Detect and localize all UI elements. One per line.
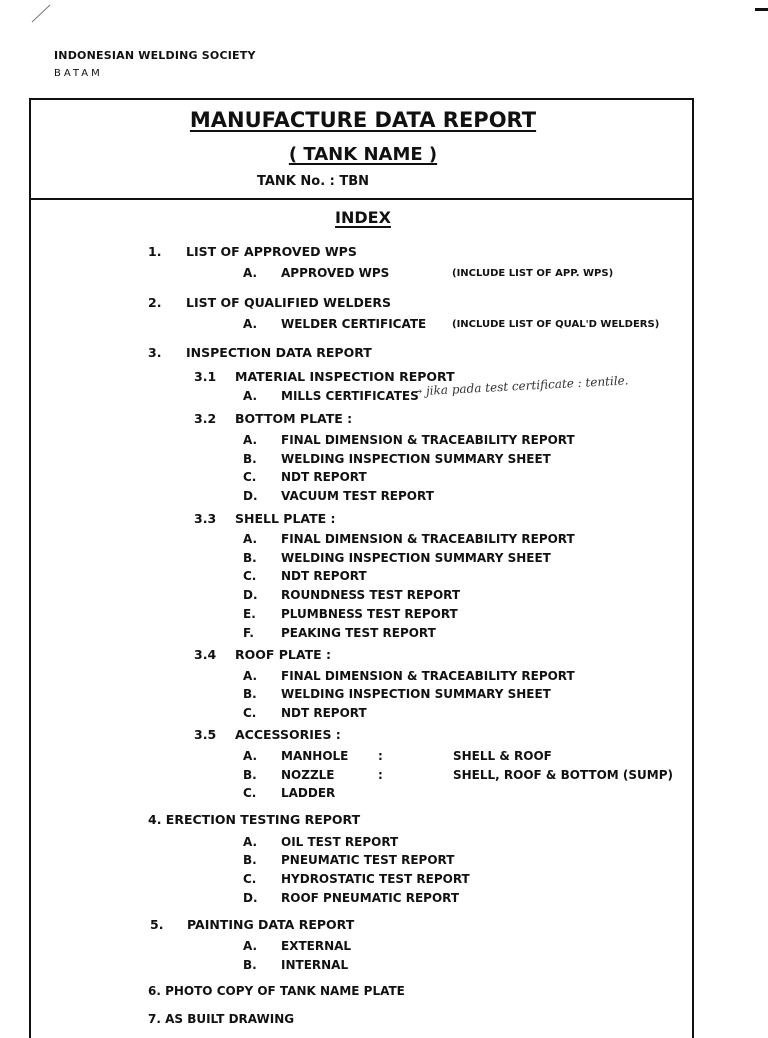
handwritten-note: → jika pada test certificate : tentile. (411, 373, 629, 399)
item-letter: A. (243, 317, 258, 331)
section-4-title: 4. ERECTION TESTING REPORT (148, 812, 361, 827)
item-letter: C. (243, 470, 257, 484)
item-label: FINAL DIMENSION & TRACEABILITY REPORT (281, 532, 575, 546)
item-label: APPROVED WPS (281, 266, 390, 280)
section-3-title: INSPECTION DATA REPORT (186, 345, 372, 360)
item-colon: : (378, 768, 383, 782)
item-letter: A. (243, 749, 258, 763)
item-label: FINAL DIMENSION & TRACEABILITY REPORT (281, 669, 575, 683)
society-name: INDONESIAN WELDING SOCIETY (54, 49, 256, 62)
item-letter: A. (243, 389, 258, 403)
item-letter: C. (243, 872, 257, 886)
item-colon: : (378, 749, 383, 763)
item-value: SHELL, ROOF & BOTTOM (SUMP) (453, 768, 673, 782)
subsection-3-4-title: ROOF PLATE : (235, 647, 332, 662)
item-label: WELDING INSPECTION SUMMARY SHEET (281, 452, 551, 466)
item-label: ROOF PNEUMATIC REPORT (281, 891, 460, 905)
item-letter: B. (243, 452, 257, 466)
header-divider (29, 198, 694, 200)
item-letter: A. (243, 532, 258, 546)
item-letter: A. (243, 835, 258, 849)
item-letter: C. (243, 786, 257, 800)
section-2-title: LIST OF QUALIFIED WELDERS (186, 295, 391, 310)
section-5-number: 5. (150, 917, 164, 932)
item-label: ROUNDNESS TEST REPORT (281, 588, 461, 602)
subsection-3-4-number: 3.4 (194, 647, 217, 662)
tank-number: TANK No. : TBN (257, 174, 370, 189)
item-letter: A. (243, 939, 258, 953)
item-letter: E. (243, 607, 256, 621)
index-heading: INDEX (335, 208, 391, 227)
item-letter: A. (243, 433, 258, 447)
subsection-3-5-number: 3.5 (194, 727, 217, 742)
item-label: PNEUMATIC TEST REPORT (281, 853, 455, 867)
item-letter: A. (243, 266, 258, 280)
item-label: LADDER (281, 786, 336, 800)
item-label: NDT REPORT (281, 470, 367, 484)
scan-mark (30, 2, 54, 24)
item-letter: C. (243, 569, 257, 583)
scan-edge-mark (755, 8, 768, 11)
item-letter: F. (243, 626, 254, 640)
subsection-3-3-number: 3.3 (194, 511, 217, 526)
item-label: NDT REPORT (281, 706, 367, 720)
subsection-3-2-number: 3.2 (194, 411, 217, 426)
item-letter: D. (243, 588, 258, 602)
item-label: HYDROSTATIC TEST REPORT (281, 872, 470, 886)
item-note: (INCLUDE LIST OF QUAL'D WELDERS) (452, 319, 660, 330)
item-label: PEAKING TEST REPORT (281, 626, 436, 640)
item-note: (INCLUDE LIST OF APP. WPS) (452, 268, 614, 279)
item-label: EXTERNAL (281, 939, 352, 953)
item-letter: D. (243, 891, 258, 905)
subsection-3-1-number: 3.1 (194, 369, 217, 384)
section-1-title: LIST OF APPROVED WPS (186, 244, 357, 259)
item-letter: B. (243, 958, 257, 972)
item-letter: B. (243, 853, 257, 867)
section-5-title: PAINTING DATA REPORT (187, 917, 355, 932)
item-letter: B. (243, 768, 257, 782)
item-label: MILLS CERTIFICATES (281, 389, 419, 403)
item-letter: D. (243, 489, 258, 503)
item-label: MANHOLE (281, 749, 349, 763)
item-label: FINAL DIMENSION & TRACEABILITY REPORT (281, 433, 575, 447)
item-letter: B. (243, 687, 257, 701)
report-title: MANUFACTURE DATA REPORT (189, 108, 537, 132)
item-label: VACUUM TEST REPORT (281, 489, 434, 503)
tank-name: ( TANK NAME ) (288, 144, 438, 165)
item-label: INTERNAL (281, 958, 349, 972)
section-7-title: 7. AS BUILT DRAWING (148, 1012, 295, 1026)
item-label: OIL TEST REPORT (281, 835, 399, 849)
section-3-number: 3. (148, 345, 162, 360)
section-6-title: 6. PHOTO COPY OF TANK NAME PLATE (148, 984, 405, 998)
item-letter: C. (243, 706, 257, 720)
subsection-3-2-title: BOTTOM PLATE : (235, 411, 353, 426)
subsection-3-1-title: MATERIAL INSPECTION REPORT (235, 369, 455, 384)
item-label: WELDER CERTIFICATE (281, 317, 427, 331)
item-letter: A. (243, 669, 258, 683)
subsection-3-5-title: ACCESSORIES : (235, 727, 341, 742)
item-label: NOZZLE (281, 768, 335, 782)
subsection-3-3-title: SHELL PLATE : (235, 511, 336, 526)
item-label: WELDING INSPECTION SUMMARY SHEET (281, 551, 551, 565)
section-2-number: 2. (148, 295, 162, 310)
item-label: WELDING INSPECTION SUMMARY SHEET (281, 687, 551, 701)
item-label: PLUMBNESS TEST REPORT (281, 607, 458, 621)
item-letter: B. (243, 551, 257, 565)
item-label: NDT REPORT (281, 569, 367, 583)
section-1-number: 1. (148, 244, 162, 259)
item-value: SHELL & ROOF (453, 749, 552, 763)
society-city: BATAM (54, 68, 103, 79)
